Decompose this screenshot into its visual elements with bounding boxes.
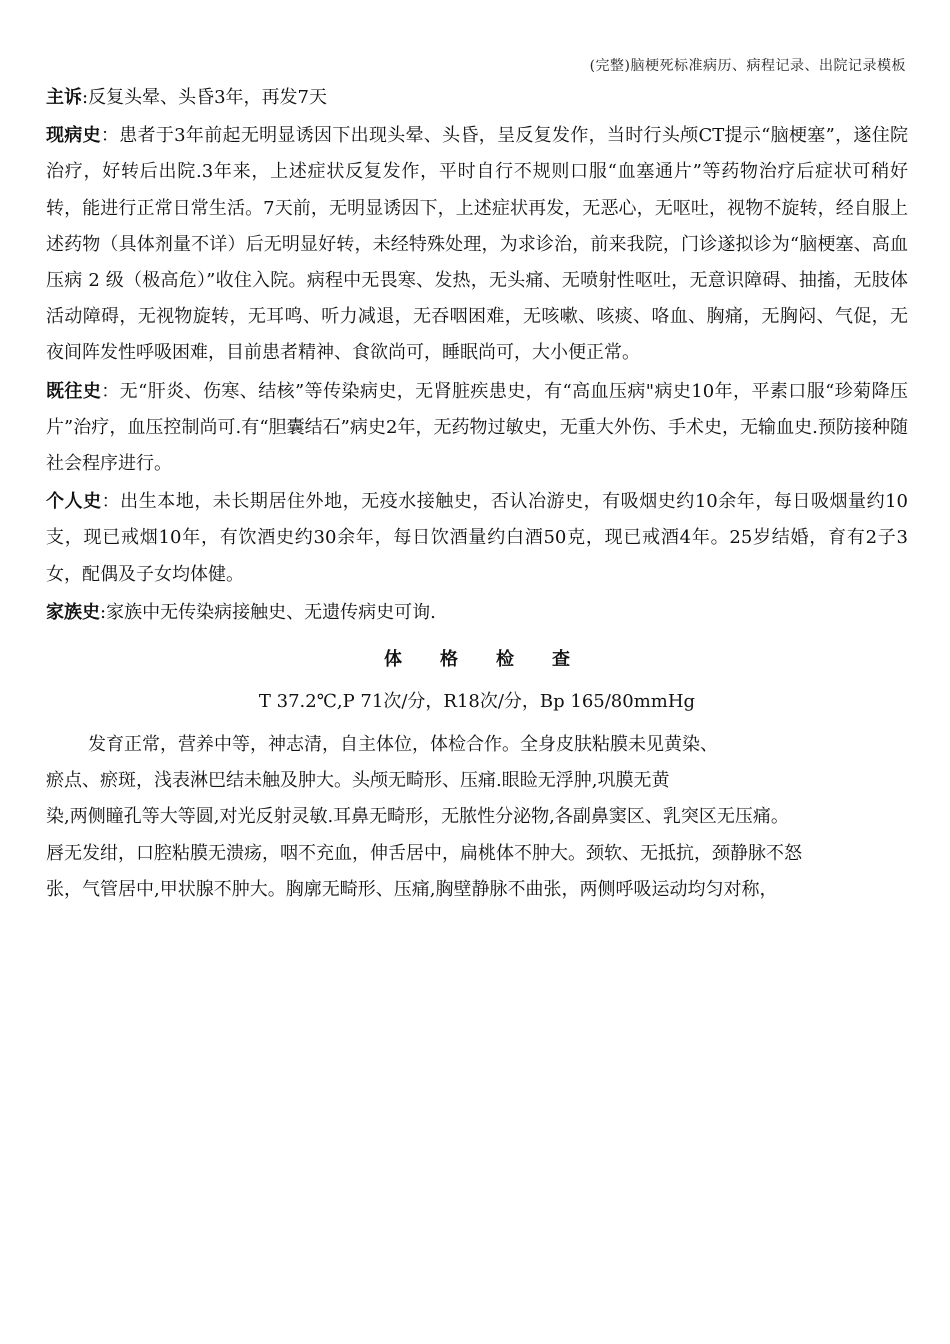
present-illness <box>46 118 908 371</box>
present-illness-text: 患者于3年前起无明显诱因下出现头晕、头昏，呈反复发作，当时行头颅CT提示“脑梗塞”，遂住院治疗，好转后出院.3年来，上述症状反复发作，平时自行不规则口服“血塞通片”等药物治疗后症状可稍好转，能进行正常日常生活。7天前，无明显诱因下，上述症状再发，无恶心，无呕吐，视物不旋转，经自服上述药物（具体剂量不详）后无明显好转，未经特殊处理，为求诊治，前来我院，门诊遂拟诊为“脑梗塞、高血压病 2 级（极高危）”收住入院。病程中无畏寒、发热，无头痛、无喷射性呕吐，无意识障碍、抽搐，无肢体活动障碍，无视物旋转，无耳鸣、听力减退，无吞咽困难，无咳嗽、咳痰、咯血、胸痛，无胸闷、气促，无夜间阵发性呼吸困难，目前患者精神、食欲尚可，睡眠尚可，大小便正常。 <box>46 125 909 364</box>
physical-exam-text <box>46 727 908 908</box>
exam-line: 唇无发绀，口腔粘膜无溃疡，咽不充血，伸舌居中，扁桃体不肿大。颈软、无抵抗，颈静脉不怒 <box>46 842 802 864</box>
chief-complaint-label: 主诉 <box>46 87 82 108</box>
past-history-text: 无“肝炎、伤寒、结核”等传染病史，无肾脏疾患史，有“高血压病"病史10年，平素口服“珍菊降压片”治疗，血压控制尚可.有“胆囊结石”病史2年，无药物过敏史，无重大外伤、手术史，无输血史.预防接种随社会程序进行。 <box>46 380 908 475</box>
exam-line: 瘀点、瘀斑，浅表淋巴结未触及肿大。头颅无畸形、压痛.眼睑无浮肿,巩膜无黄 <box>46 770 670 792</box>
family-history-sep: : <box>100 601 107 623</box>
exam-line: 发育正常，营养中等，神志清，自主体位，体检合作。全身皮肤粘膜未见黄染、 <box>88 734 718 756</box>
family-history <box>46 595 908 631</box>
exam-line: 染,两侧瞳孔等大等圆,对光反射灵敏.耳鼻无畸形，无脓性分泌物,各副鼻窦区、乳突区无压痛。 <box>46 806 789 828</box>
chief-complaint-text: 反复头晕、头昏3年，再发7天 <box>88 87 327 108</box>
chief-complaint-sep: : <box>82 87 89 108</box>
personal-history-sep: ： <box>101 491 121 513</box>
exam-line: 张，气管居中,甲状腺不肿大。胸廓无畸形、压痛,胸壁静脉不曲张，两侧呼吸运动均匀对称， <box>46 878 778 900</box>
chief-complaint <box>46 80 908 116</box>
family-history-label: 家族史 <box>46 601 100 623</box>
personal-history-text: 出生本地，未长期居住外地，无疫水接触史，否认冶游史，有吸烟史约10余年，每日吸烟量约10支，现已戒烟10年，有饮酒史约30余年，每日饮酒量约白酒50克，现已戒酒4年。25岁结婚，育有2子3女，配偶及子女均体健。 <box>46 491 909 585</box>
past-history <box>46 374 908 483</box>
personal-history-label: 个人史 <box>46 491 102 513</box>
present-illness-label: 现病史 <box>46 125 101 147</box>
medical-record-body <box>46 80 908 908</box>
past-history-sep: ： <box>101 380 120 402</box>
vital-signs: T 37.2℃,P 71次/分，R18次/分，Bp 165/80mmHg <box>258 691 696 713</box>
present-illness-sep: ： <box>100 125 120 147</box>
family-history-text: 家族中无传染病接触史、无遗传病史可询. <box>106 601 436 623</box>
past-history-label: 既往史 <box>46 380 102 402</box>
personal-history <box>46 484 908 593</box>
document-header-title: (完整)脑梗死标准病历、病程记录、出院记录模板 <box>589 58 906 74</box>
physical-exam-title: 体格检查 <box>384 649 608 671</box>
